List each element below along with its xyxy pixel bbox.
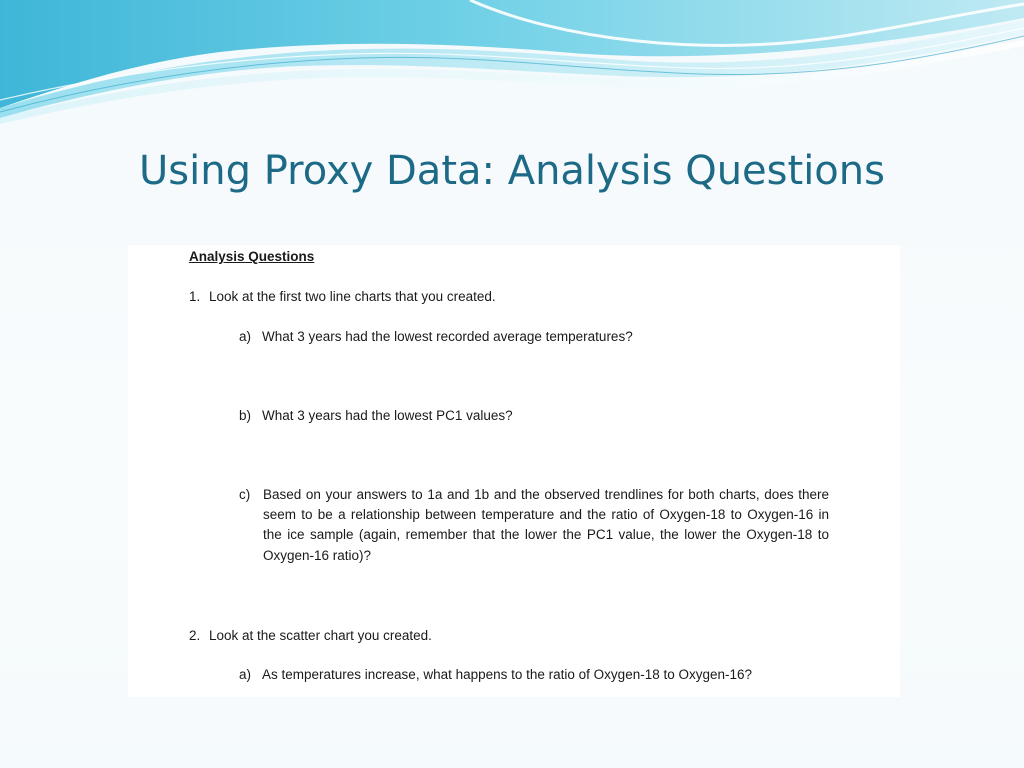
question-1: [189, 287, 496, 307]
part-text: As temperatures increase, what happens to the ratio of Oxygen-18 to Oxygen-16?: [262, 667, 753, 682]
part-letter: c): [239, 487, 251, 502]
question-number: 2.: [189, 628, 201, 643]
question-1b: [239, 406, 513, 426]
document-image: [128, 245, 900, 697]
part-text: Based on your answers to 1a and 1b and the observed trendlines for both charts, does there seem to be a relationship between temperature and the ratio of Oxygen-18 to Oxygen-16 in the ice sample (again, remember that the lower the PC1 value, the lower the Oxygen-18 to Oxygen-16 ratio)?: [263, 487, 829, 563]
question-1a: [239, 327, 633, 347]
question-2a: [239, 665, 752, 685]
question-2: [189, 626, 432, 646]
document-heading: Analysis Questions: [189, 249, 315, 264]
part-text: What 3 years had the lowest recorded average temperatures?: [262, 329, 633, 344]
wave-decoration: [0, 0, 1024, 130]
part-letter: a): [239, 667, 252, 682]
question-text: Look at the first two line charts that you created.: [209, 289, 496, 304]
question-number: 1.: [189, 289, 201, 304]
slide-title: Using Proxy Data: Analysis Questions: [139, 148, 885, 194]
part-letter: a): [239, 329, 252, 344]
part-text: What 3 years had the lowest PC1 values?: [262, 408, 513, 423]
question-1c: [239, 485, 829, 566]
question-text: Look at the scatter chart you created.: [209, 628, 432, 643]
part-letter: b): [239, 408, 252, 423]
